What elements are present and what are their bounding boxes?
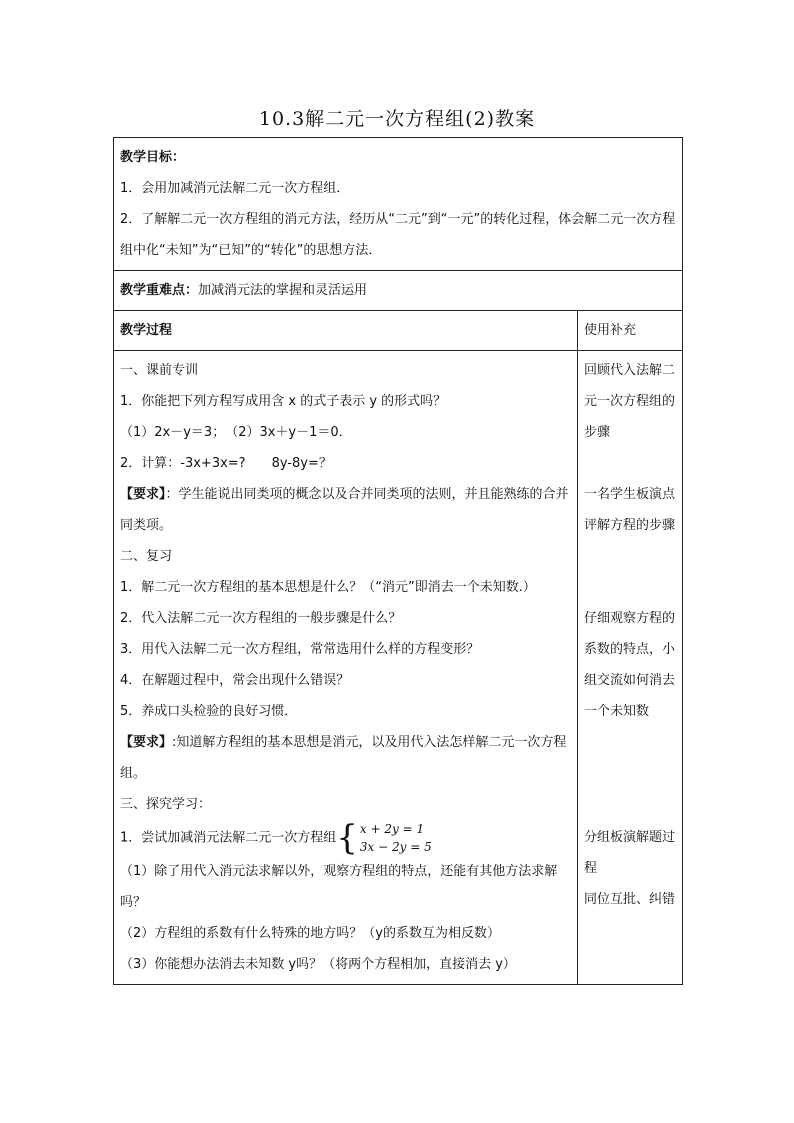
process-header: 教学过程	[120, 323, 173, 338]
sub-question: （2）方程组的系数有什么特殊的地方吗？（y的系数互为相反数）	[120, 926, 500, 941]
equations: （1）2x－y＝3； （2）3x＋y－1＝0．	[120, 425, 352, 440]
question: 2．计算：-3x+3x=? 8y-8y=？	[120, 456, 332, 471]
equation-system	[336, 820, 431, 856]
question: 5．养成口头检验的良好习惯．	[120, 704, 298, 719]
key-points-row	[114, 270, 682, 310]
goal-item: 2．了解解二元一次方程组的消元方法，经历从“二元”到“一元”的转化过程，体会解二元一次方程组中化“未知”为“已知”的“转化”的思想方法．	[120, 212, 676, 258]
question: 1．你能把下列方程写成用含 x 的式子表示 y 的形式吗？	[120, 394, 447, 409]
key-points-text: 加减消元法的掌握和灵活运用	[198, 283, 368, 298]
equation-line: x + 2y = 1	[359, 822, 425, 836]
notes-header: 使用补充	[584, 323, 637, 338]
question-with-system: 1．尝试加减消元法解二元一次方程组 { x + 2y = 1 3x − 2y = 5	[120, 818, 432, 858]
goals-section	[114, 138, 682, 270]
note: 仔细观察方程的系数的特点，小组交流如何消去一个未知数	[584, 611, 676, 719]
requirement-label: 【要求】	[120, 735, 173, 750]
note: 一名学生板演点评解方程的步骤	[584, 487, 676, 533]
note: 回顾代入法解二元一次方程组的步骤	[584, 363, 676, 440]
brace-icon: {	[336, 818, 358, 858]
requirement: 【要求】:知道解方程组的基本思想是消元，以及用代入法怎样解二元一次方程组。	[120, 735, 567, 781]
section-title: 二、复习	[120, 549, 173, 564]
process-header-row	[114, 310, 682, 350]
notes-column	[578, 351, 682, 984]
requirement-label: 【要求】	[120, 487, 166, 502]
sub-question: （3）你能想办法消去未知数 y吗？（将两个方程相加，直接消去 y）	[120, 957, 516, 972]
equation-line: 3x − 2y = 5	[359, 840, 432, 854]
sub-question: （1）除了用代入消元法求解以外，观察方程组的特点，还能有其他方法求解吗？	[120, 864, 558, 910]
note: 同位互批、纠错	[584, 892, 676, 907]
process-column	[114, 351, 578, 984]
goals-heading: 教学目标：	[120, 150, 186, 165]
document-title: 10.3解二元一次方程组(2)教案	[258, 108, 536, 130]
question: 2．代入法解二元一次方程组的一般步骤是什么？	[120, 611, 402, 626]
lesson-table	[113, 137, 683, 985]
question: 3．用代入法解二元一次方程组，常常选用什么样的方程变形？	[120, 642, 480, 657]
section-title: 三、探究学习：	[120, 797, 212, 812]
section-title: 一、课前专训	[120, 363, 199, 378]
note: 分组板演解题过程	[584, 830, 676, 876]
requirement: 【要求】：学生能说出同类项的概念以及合并同类项的法则，并且能熟练的合并同类项。	[120, 487, 569, 533]
question: 1．解二元一次方程组的基本思想是什么？（“消元”即消去一个未知数.）	[120, 580, 536, 595]
process-body-row	[114, 350, 682, 984]
key-points-label: 教学重难点：	[120, 283, 199, 298]
goal-item: 1．会用加减消元法解二元一次方程组．	[120, 181, 350, 196]
question: 4．在解题过程中，常会出现什么错误？	[120, 673, 350, 688]
